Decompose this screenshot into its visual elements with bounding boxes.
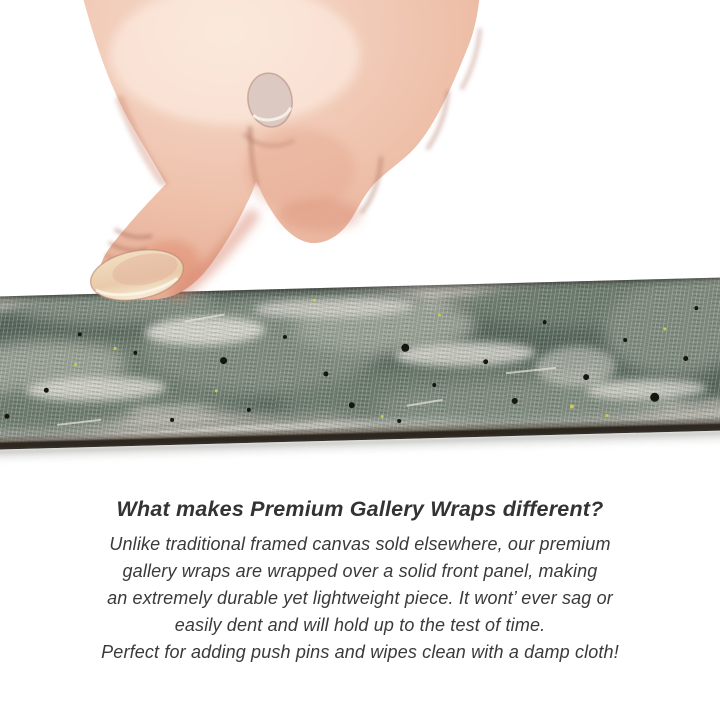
body-line: an extremely durable yet lightweight piece. It wont’ ever sag or — [107, 588, 613, 608]
body-line: Perfect for adding push pins and wipes clean with a damp cloth! — [101, 642, 619, 662]
info-text-block — [0, 497, 720, 666]
info-heading: What makes Premium Gallery Wraps different? — [116, 497, 604, 521]
hand-photo — [0, 0, 720, 312]
body-line: gallery wraps are wrapped over a solid front panel, making — [122, 561, 598, 581]
info-body — [0, 531, 720, 666]
body-line: Unlike traditional framed canvas sold elsewhere, our premium — [109, 534, 611, 554]
body-line: easily dent and will hold up to the test of time. — [174, 615, 546, 635]
